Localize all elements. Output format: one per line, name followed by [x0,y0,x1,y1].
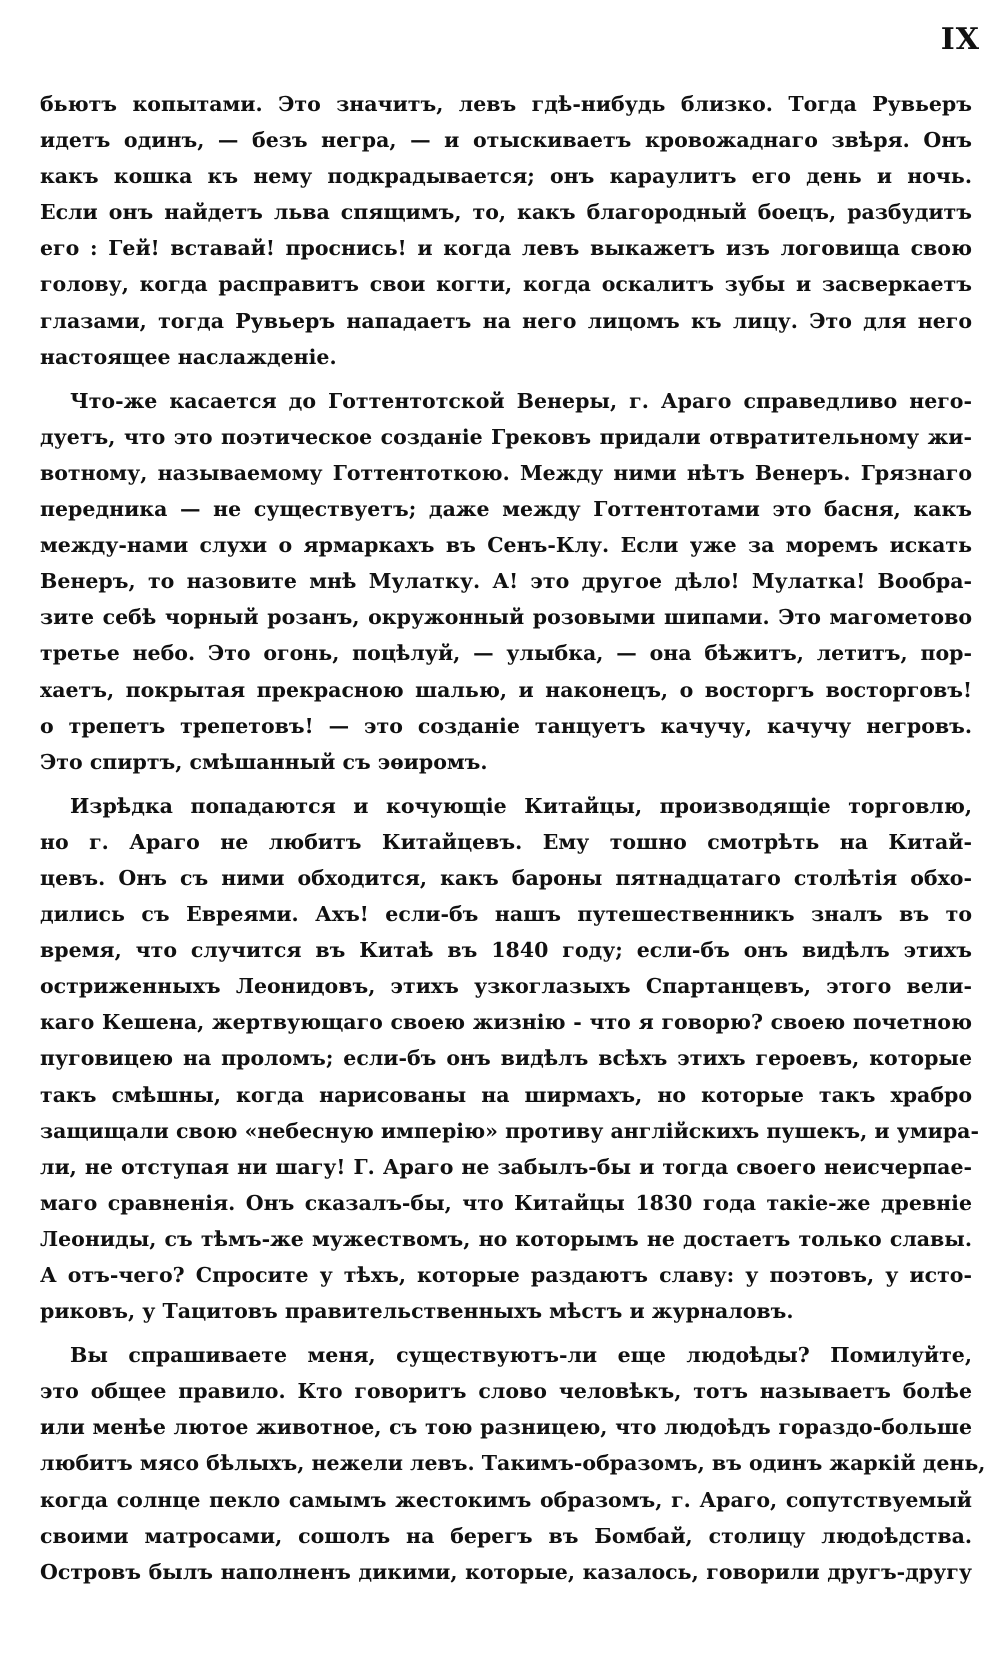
body-text [40,86,986,1598]
text-line: время, что случится въ Китаѣ въ 1840 году; если-бъ онъ видѣлъ этихъ [40,938,972,963]
text-line: Леониды, съ тѣмъ-же мужествомъ, но которымъ не достаетъ только славы. [40,1226,972,1251]
paragraph [40,1337,986,1590]
text-line: между-нами слухи о ярмаркахъ въ Сенъ-Клу. Если уже за моремъ искать [40,533,972,558]
text-line: Что-же касается до Готтентотской Венеры, г. Араго справедливо него- [70,388,972,413]
text-line: ли, не отступая ни шагу! Г. Араго не забылъ-бы и тогда своего неисчерпае- [40,1154,972,1179]
text-line: А отъ-чего? Спросите у тѣхъ, которые раздаютъ славу: у поэтовъ, у исто- [40,1263,972,1287]
text-line: риковъ, у Тацитовъ правительственныхъ мѣстъ и журналовъ. [40,1299,794,1324]
text-line: хаетъ, покрытая прекрасною шалью, и наконецъ, о восторгъ восторговъ! [40,677,972,702]
text-line: маго сравненія. Онъ сказалъ-бы, что Китайцы 1830 года такіе-же древніе [40,1190,972,1215]
text-line: глазами, тогда Рувьеръ нападаетъ на него лицомъ къ лицу. Это для него [40,308,972,333]
paragraph [40,788,979,1329]
text-line: защищали свою «небесную имперію» противу англійскихъ пушекъ, и умира- [40,1118,979,1143]
text-line: какъ кошка къ нему подкрадывается; онъ караулитъ его день и ночь. [40,164,972,189]
text-line: остриженныхъ Леонидовъ, этихъ узкоглазыхъ Спартанцевъ, этого вели- [40,974,972,999]
text-line: третье небо. Это огонь, поцѣлуй, — улыбка, — она бѣжитъ, летитъ, пор- [40,641,972,666]
text-line: но г. Араго не любитъ Китайцевъ. Ему тошно смотрѣть на Китай- [40,829,972,854]
text-line: это общее правило. Кто говоритъ слово человѣкъ, тотъ называетъ болѣе [40,1379,972,1404]
text-line: пуговицею на проломъ; если-бъ онъ видѣлъ всѣхъ этихъ героевъ, которые [40,1046,972,1071]
text-line: дуетъ, что это поэтическое созданіе Грековъ придали отвратительному жи- [40,424,972,449]
text-line: Если онъ найдетъ льва спящимъ, то, какъ благородный боецъ, разбудитъ [40,200,972,225]
text-line: о трепетъ трепетовъ! — это созданіе танцуетъ качучу, качучу негровъ. [40,713,972,738]
text-line: настоящее наслажденіе. [40,344,337,369]
text-line: Островъ былъ наполненъ дикими, которые, казалось, говорили другъ-другу [40,1559,972,1584]
text-line: передника — не существуетъ; даже между Готтентотами это басня, какъ [40,497,972,522]
text-line: своими матросами, сошолъ на берегъ въ Бомбай, столицу людоѣдства. [40,1523,972,1548]
text-line: цевъ. Онъ съ ними обходится, какъ бароны пятнадцатаго столѣтія обхо- [40,865,972,890]
paragraph [40,86,972,375]
text-line: Изрѣдка попадаются и кочующіе Китайцы, производящіе торговлю, [70,793,972,818]
text-line: бьютъ копытами. Это значитъ, левъ гдѣ-нибудь близко. Тогда Рувьеръ [40,92,972,116]
text-line: любитъ мясо бѣлыхъ, нежели левъ. Такимъ-образомъ, въ одинъ жаркій день, [40,1451,986,1476]
text-line: идетъ одинъ, — безъ негра, — и отыскиваетъ кровожаднаго звѣря. Онъ [40,128,972,153]
text-line: каго Кешена, жертвующаго своею жизнію - что я говорю? своею почетною [40,1010,972,1035]
text-line: или менѣе лютое животное, съ тою разницею, что людоѣдъ гораздо-больше [40,1415,972,1440]
text-line: Венеръ, то назовите мнѣ Мулатку. А! это другое дѣло! Мулатка! Вообра- [40,569,972,594]
paragraph [40,383,972,780]
text-line: Вы спрашиваете меня, существуютъ-ли еще людоѣды? Помилуйте, [70,1343,972,1368]
text-line: такъ смѣшны, когда нарисованы на ширмахъ, но которые такъ храбро [40,1082,972,1107]
text-line: когда солнце пекло самымъ жестокимъ образомъ, г. Араго, сопутствуемый [40,1487,972,1512]
page-number: IX [940,22,980,57]
text-line: его : Гей! вставай! проснись! и когда левъ выкажетъ изъ логовища свою [40,236,972,261]
text-line: зите себѣ чорный розанъ, окружонный розовыми шипами. Это магометово [40,605,972,630]
text-line: голову, когда расправитъ свои когти, когда оскалитъ зубы и засверкаетъ [40,272,972,297]
text-line: дились съ Евреями. Ахъ! если-бъ нашъ путешественникъ зналъ въ то [40,902,972,927]
text-line: Это спиртъ, смѣшанный съ эѳиромъ. [40,749,488,774]
text-line: вотному, называемому Готтентоткою. Между ними нѣтъ Венеръ. Грязнаго [40,460,972,485]
